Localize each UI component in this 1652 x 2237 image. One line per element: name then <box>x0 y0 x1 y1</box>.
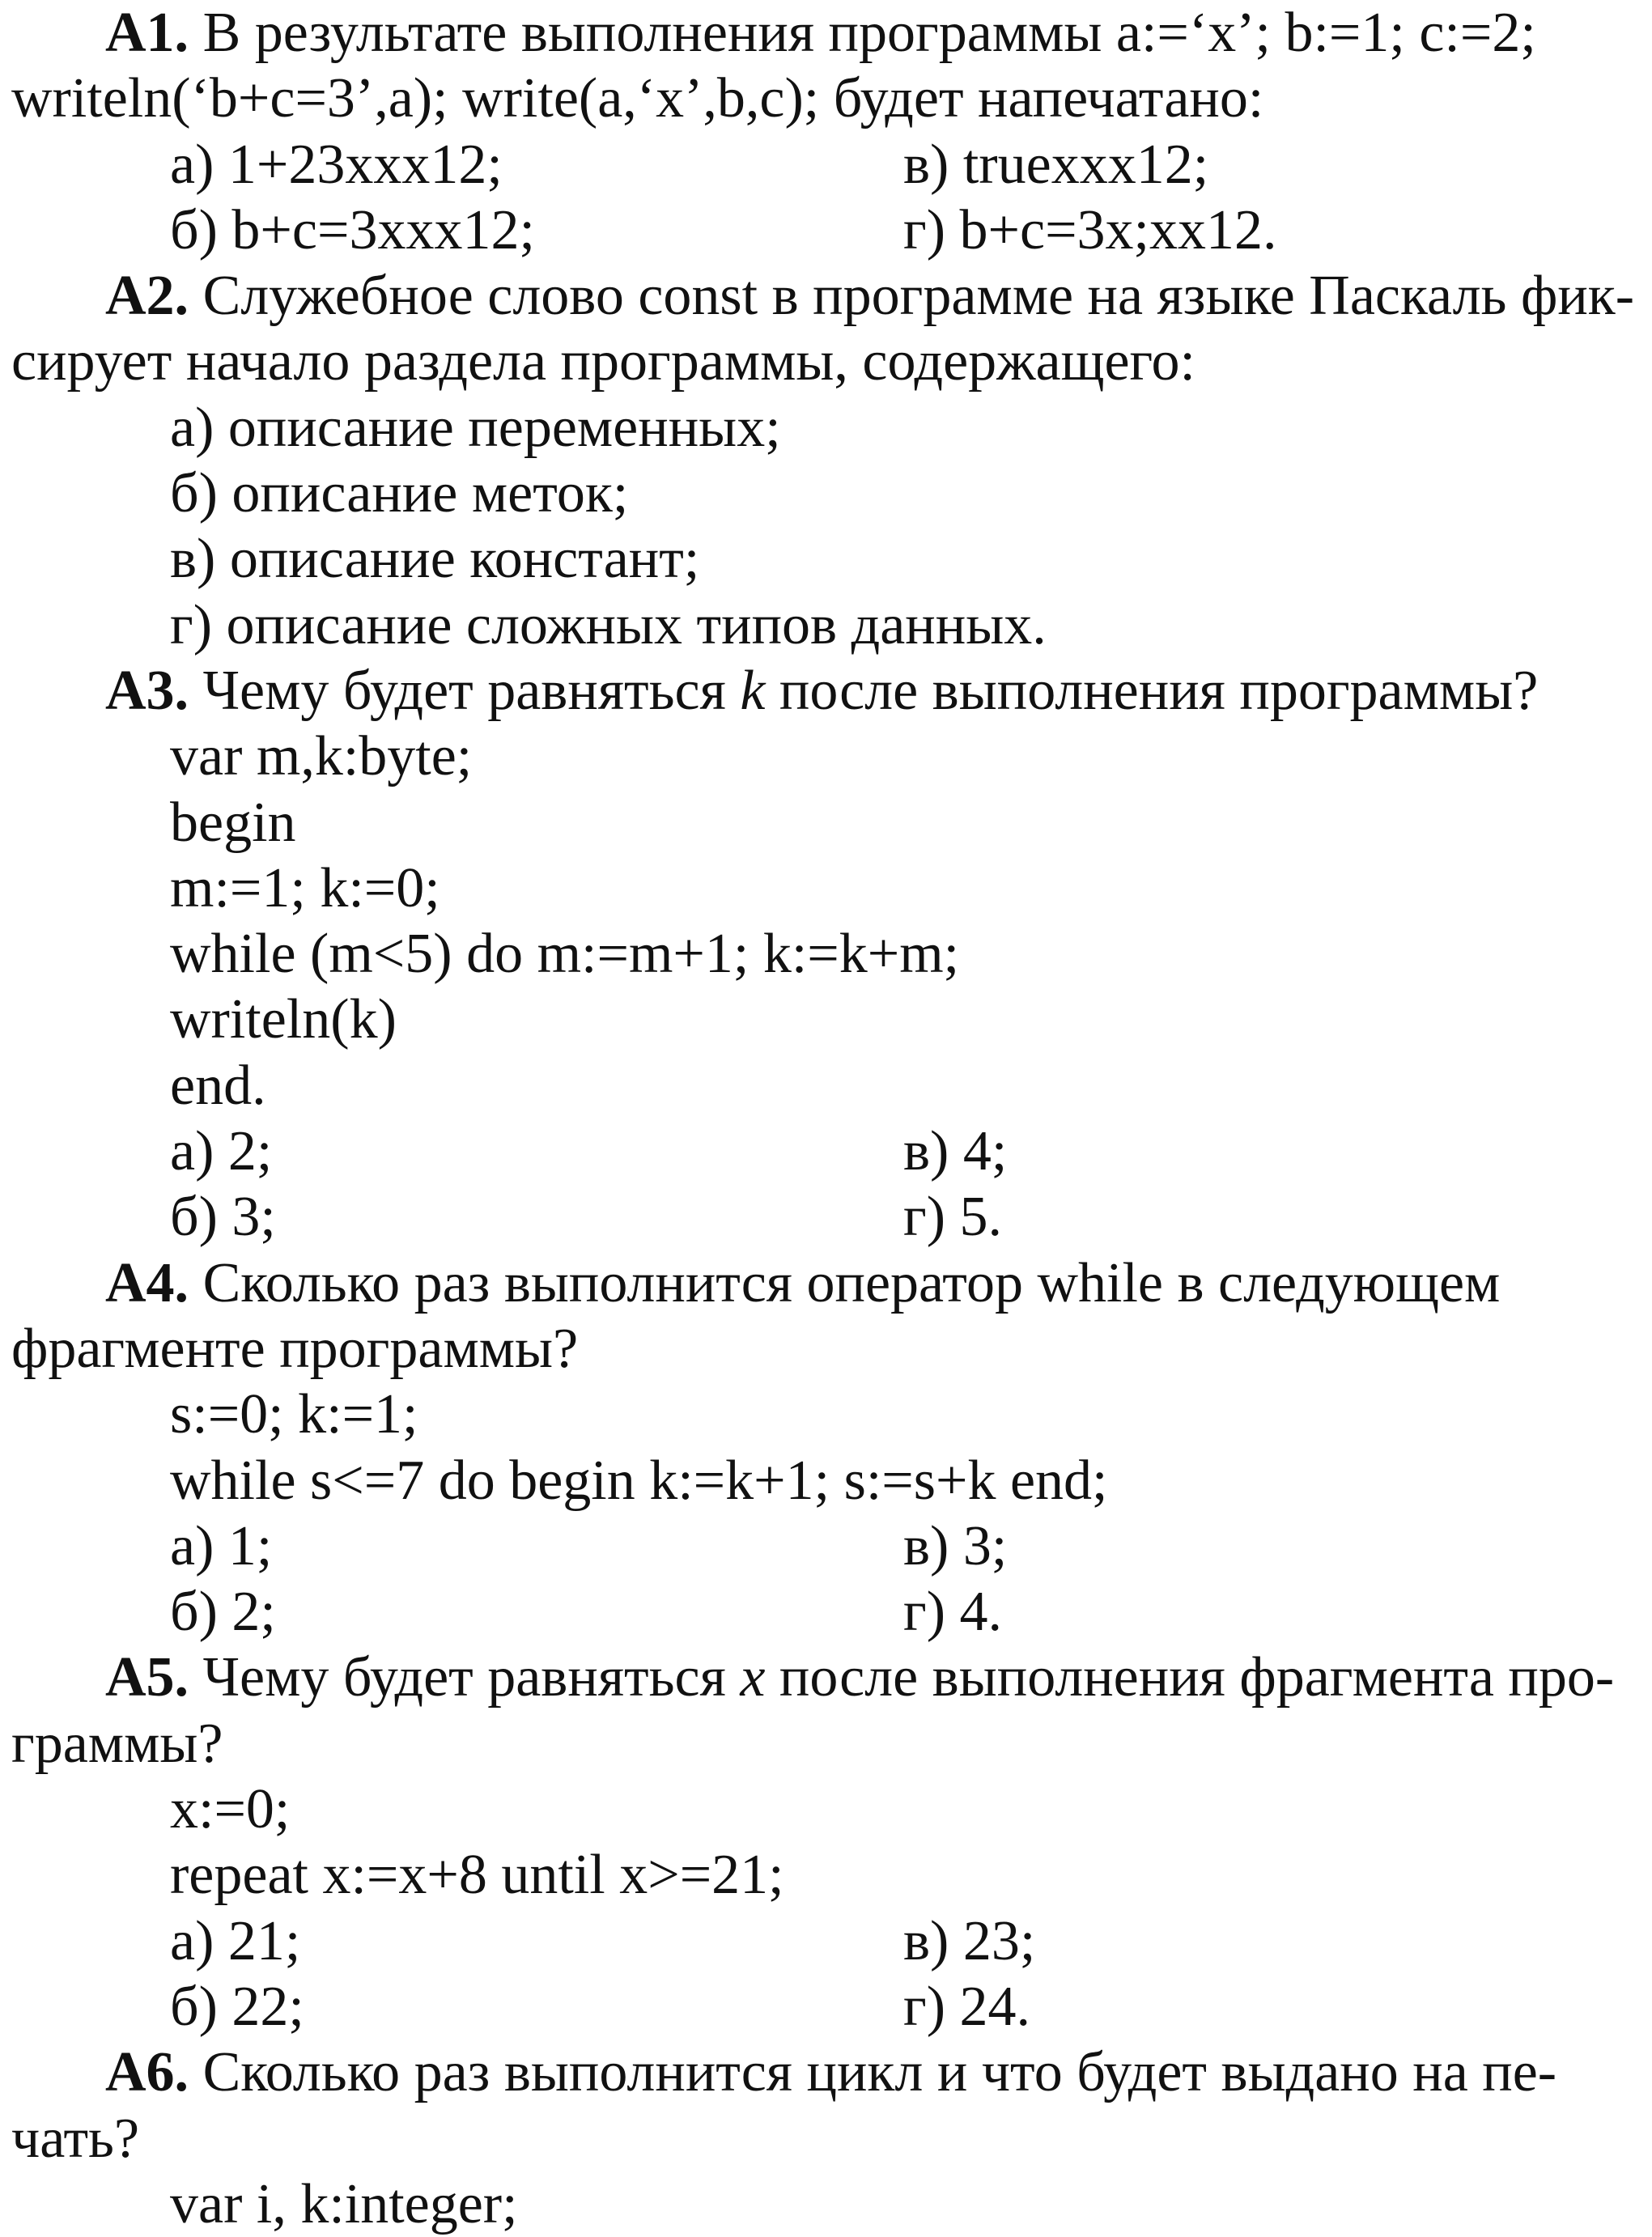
question-a2-text <box>11 263 1641 329</box>
code-line: s:=0; k:=1; <box>170 1383 418 1446</box>
question-variable: x <box>740 1646 766 1709</box>
options-row <box>11 1974 1641 2040</box>
options-row <box>11 1118 1641 1184</box>
code-line: m:=1; k:=0; <box>170 856 440 919</box>
options-row <box>11 1579 1641 1645</box>
options-row <box>11 1184 1641 1250</box>
code-line: x:=0; <box>170 1778 291 1841</box>
answer-option-b: б) 22; <box>170 1975 304 2038</box>
question-text-line: чать? <box>11 2107 140 2170</box>
question-a4 <box>11 1250 1641 1645</box>
answer-option-g: г) описание сложных типов данных. <box>170 593 1047 656</box>
question-a1-text-cont <box>11 66 1641 131</box>
question-a6 <box>11 2040 1641 2237</box>
question-number: А6. <box>105 2041 189 2104</box>
question-a1-text <box>11 0 1641 66</box>
question-variable: k <box>740 659 766 722</box>
question-text-line: Служебное слово const в программе на языке Паскаль фик- <box>202 265 1635 328</box>
options-row <box>11 197 1641 263</box>
question-a4-text-cont <box>11 1316 1641 1382</box>
answer-option-g: г) 24. <box>903 1975 1031 2038</box>
options-row <box>11 1513 1641 1579</box>
answer-option-b: б) 2; <box>170 1581 276 1644</box>
code-line: writeln(k) <box>170 988 397 1051</box>
answer-option-v: в) 3; <box>903 1514 1008 1577</box>
question-text-part: Чему будет равняться <box>202 1646 741 1709</box>
question-a1 <box>11 0 1641 263</box>
question-a6-text-cont <box>11 2106 1641 2171</box>
answer-option-a: а) 1+23xxx12; <box>170 133 503 196</box>
answer-option-v: в) truexxx12; <box>903 133 1209 196</box>
question-number: А1. <box>105 2 189 64</box>
answer-option-a: а) 2; <box>170 1120 273 1183</box>
answer-option-v: в) описание констант; <box>170 528 700 591</box>
options-row <box>11 1908 1641 1974</box>
question-text-part: после выполнения фрагмента про- <box>765 1646 1615 1709</box>
code-line: var i, k:integer; <box>170 2172 518 2235</box>
code-line: begin <box>170 791 296 854</box>
question-text-line: граммы? <box>11 1712 223 1775</box>
answer-option-b: б) описание меток; <box>170 462 629 525</box>
answer-option-v: в) 23; <box>903 1909 1036 1972</box>
question-text-line: сирует начало раздела программы, содержащего: <box>11 330 1195 393</box>
answer-option-a: а) 21; <box>170 1909 301 1972</box>
code-line: while (m<5) do m:=m+1; k:=k+m; <box>170 923 960 986</box>
question-text-line: Сколько раз выполнится цикл и что будет выдано на пе- <box>202 2041 1557 2104</box>
answer-option-g: г) b+c=3x;xx12. <box>903 198 1277 261</box>
question-number: А3. <box>105 659 189 722</box>
question-a2-text-cont <box>11 329 1641 394</box>
question-a5-text-cont <box>11 1711 1641 1776</box>
code-line: end. <box>170 1054 266 1117</box>
answer-option-g: г) 5. <box>903 1186 1003 1249</box>
question-a2 <box>11 263 1641 658</box>
answer-option-a: а) 1; <box>170 1514 273 1577</box>
question-a5 <box>11 1645 1641 2040</box>
code-line: while s<=7 do begin k:=k+1; s:=s+k end; <box>170 1449 1108 1512</box>
question-text-line: writeln(‘b+c=3’,a); write(a,‘x’,b,c); будет напечатано: <box>11 67 1264 130</box>
question-text-line: фрагменте программы? <box>11 1317 579 1380</box>
options-row <box>11 132 1641 197</box>
answer-option-b: б) 3; <box>170 1186 276 1249</box>
question-text-line: В результате выполнения программы a:=‘x’; b:=1; c:=2; <box>202 2 1536 64</box>
question-a5-text <box>11 1645 1641 1710</box>
question-a3 <box>11 658 1641 1250</box>
question-text-line: Сколько раз выполнится оператор while в следующем <box>202 1251 1501 1314</box>
code-line: var m,k:byte; <box>170 725 473 788</box>
question-text-part: Чему будет равняться <box>202 659 741 722</box>
answer-option-g: г) 4. <box>903 1581 1003 1644</box>
question-number: А4. <box>105 1251 189 1314</box>
question-a6-text <box>11 2040 1641 2105</box>
code-line: repeat x:=x+8 until x>=21; <box>170 1844 784 1907</box>
question-a3-text <box>11 658 1641 724</box>
answer-option-b: б) b+c=3xxx12; <box>170 198 535 261</box>
question-number: А2. <box>105 265 189 328</box>
answer-option-v: в) 4; <box>903 1120 1008 1183</box>
question-a4-text <box>11 1250 1641 1316</box>
question-number: А5. <box>105 1646 189 1709</box>
question-text-part: после выполнения программы? <box>765 659 1539 722</box>
answer-option-a: а) описание переменных; <box>170 396 781 459</box>
